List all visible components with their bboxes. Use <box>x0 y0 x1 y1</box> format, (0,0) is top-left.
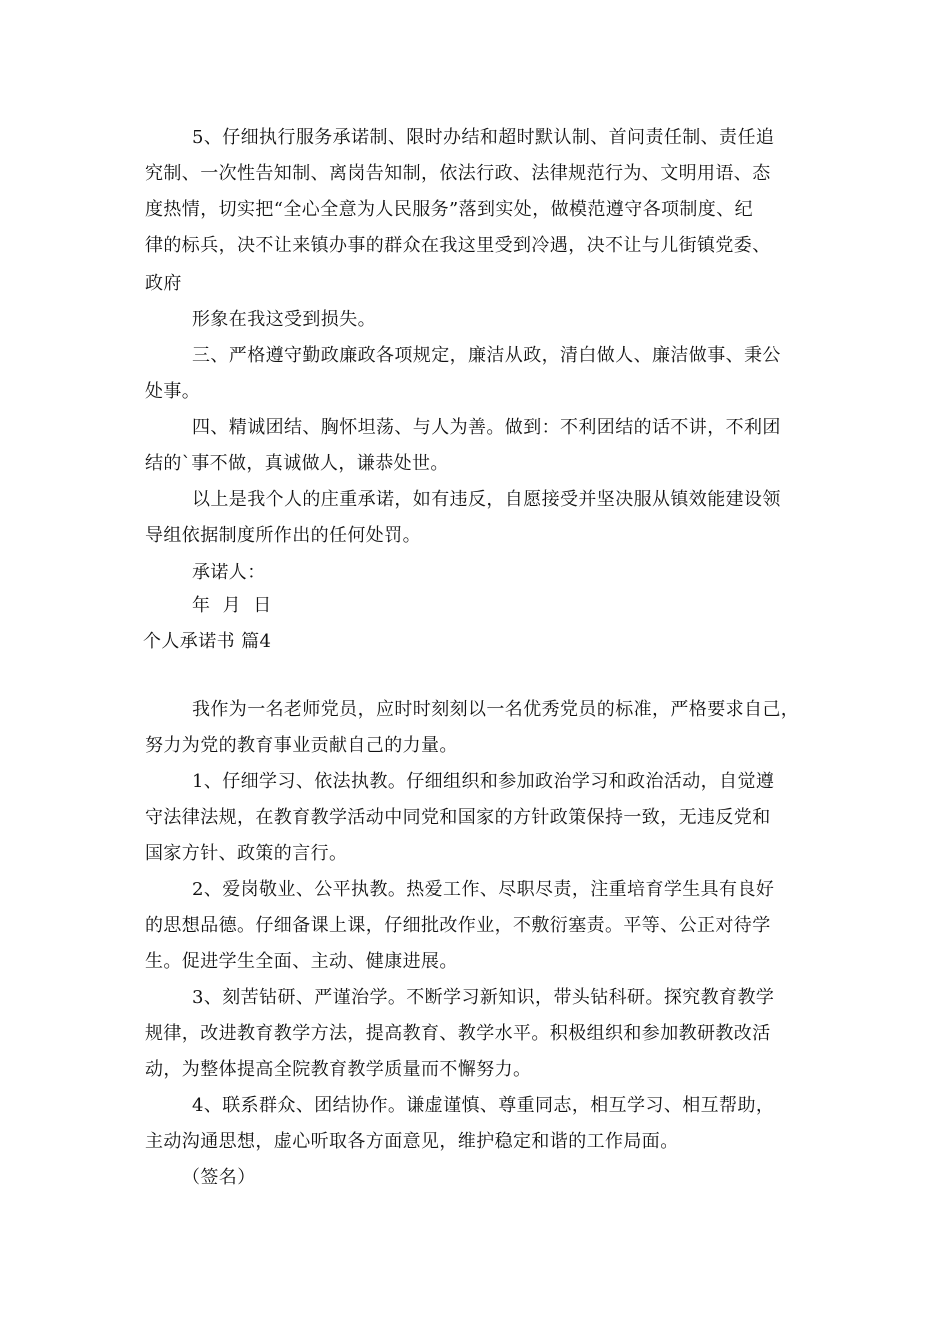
paragraph-line: 结的`事不做，真诚做人，谦恭处世。 <box>145 453 449 474</box>
paragraph-line: 以上是我个人的庄重承诺，如有违反，自愿接受并坚决服从镇效能建设领 <box>192 489 781 510</box>
paragraph-line: 度热情，切实把“全心全意为人民服务”落到实处，做模范遵守各项制度、纪 <box>145 199 754 220</box>
paragraph-line: 的思想品德。仔细备课上课，仔细批改作业，不敷衍塞责。平等、公正对待学 <box>145 915 771 936</box>
paragraph-line: 3、刻苦钻研、严谨治学。不断学习新知识，带头钻科研。探究教育教学 <box>192 987 775 1008</box>
paragraph-line: 5、仔细执行服务承诺制、限时办结和超时默认制、首问责任制、责任追 <box>192 127 775 148</box>
paragraph-line: 四、精诚团结、胸怀坦荡、与人为善。做到：不利团结的话不讲，不利团 <box>192 417 781 438</box>
paragraph-line: 动，为整体提高全院教育教学质量而不懈努力。 <box>145 1059 532 1080</box>
paragraph-line: 努力为党的教育事业贡献自己的力量。 <box>145 735 458 756</box>
paragraph-line: 导组依据制度所作出的任何处罚。 <box>145 525 421 546</box>
paragraph-line: 守法律法规，在教育教学活动中同党和国家的方针政策保持一致，无违反党和 <box>145 807 771 828</box>
paragraph-line: 三、严格遵守勤政廉政各项规定，廉洁从政，清白做人、廉洁做事、秉公 <box>192 345 781 366</box>
paragraph-line: 政府 <box>145 273 182 294</box>
signer-label: 承诺人： <box>192 562 266 583</box>
paragraph-line: 究制、一次性告知制、离岗告知制，依法行政、法律规范行为、文明用语、态 <box>145 163 771 184</box>
signature-label: （签名） <box>182 1167 256 1188</box>
section-title: 个人承诺书 篇4 <box>143 631 272 652</box>
paragraph-line: 形象在我这受到损失。 <box>192 309 376 330</box>
paragraph-line: 处事。 <box>145 381 201 402</box>
paragraph-line: 主动沟通思想，虚心听取各方面意见，维护稳定和谐的工作局面。 <box>145 1131 679 1152</box>
paragraph-line: 生。促进学生全面、主动、健康进展。 <box>145 951 458 972</box>
date-label: 年 月 日 <box>192 595 272 616</box>
paragraph-line: 律的标兵，决不让来镇办事的群众在我这里受到冷遇，决不让与儿街镇党委、 <box>145 235 771 256</box>
paragraph-line: 规律，改进教育教学方法，提高教育、教学水平。积极组织和参加教研教改活 <box>145 1023 771 1044</box>
paragraph-line: 4、联系群众、团结协作。谦虚谨慎、尊重同志，相互学习、相互帮助， <box>192 1095 775 1116</box>
paragraph-line: 我作为一名老师党员，应时时刻刻以一名优秀党员的标准，严格要求自己， <box>192 699 800 720</box>
paragraph-line: 1、仔细学习、依法执教。仔细组织和参加政治学习和政治活动，自觉遵 <box>192 771 775 792</box>
paragraph-line: 2、爱岗敬业、公平执教。热爱工作、尽职尽责，注重培育学生具有良好 <box>192 879 775 900</box>
paragraph-line: 国家方针、政策的言行。 <box>145 843 348 864</box>
